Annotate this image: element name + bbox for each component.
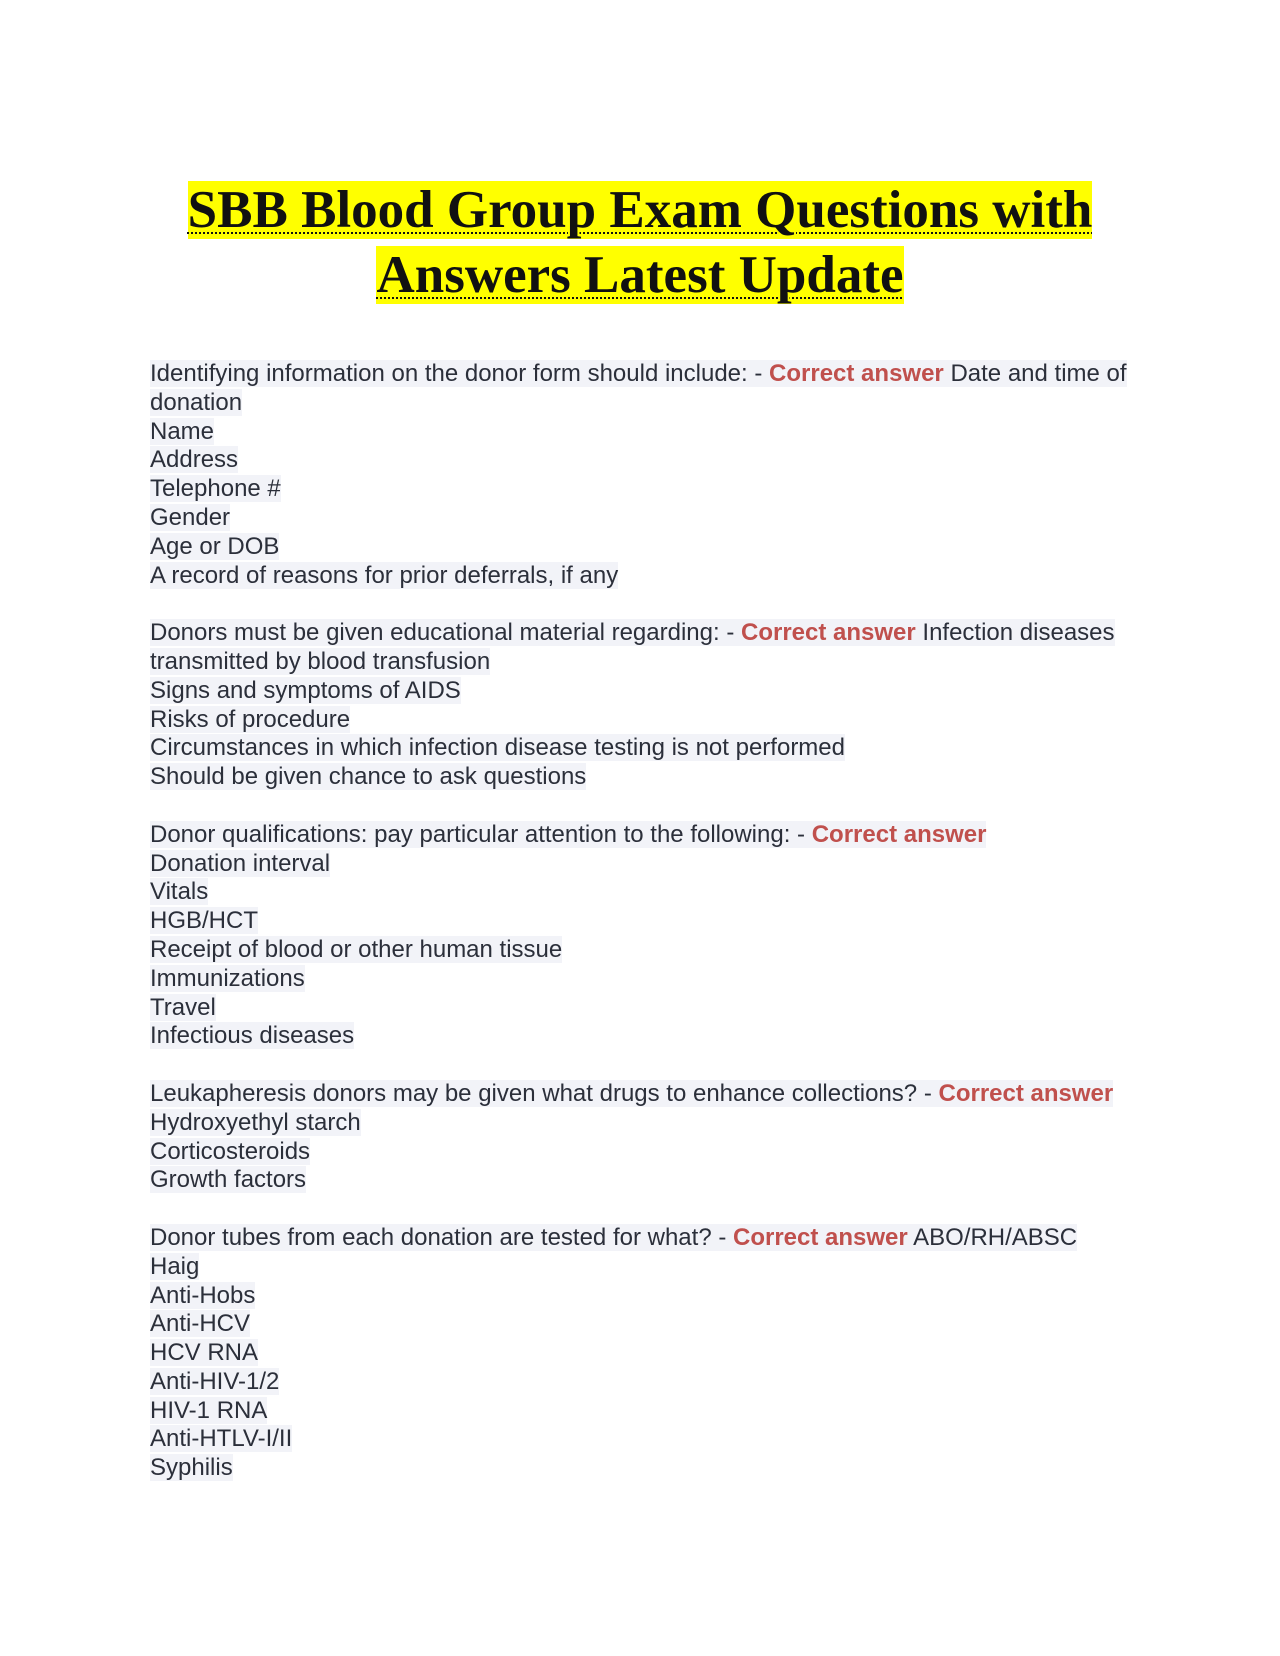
question-paragraph (150, 1224, 1150, 1253)
answer-line (150, 533, 1150, 562)
answer-text: Syphilis (150, 1454, 233, 1482)
question-text: Donor qualifications: pay particular attention to the following: - (150, 820, 812, 848)
answer-line (150, 878, 1150, 907)
answer-text: HCV RNA (150, 1339, 259, 1367)
answer-text: Anti-HTLV-I/II (150, 1425, 293, 1453)
answer-text: HGB/HCT (150, 907, 258, 935)
answer-line (150, 706, 1150, 735)
answer-text: Hydroxyethyl starch (150, 1108, 361, 1136)
answer-text: Donation interval (150, 849, 331, 877)
question-paragraph (150, 619, 1150, 677)
qa-list (150, 360, 1150, 1512)
answer-line (150, 1310, 1150, 1339)
answer-text: Date and time of donation (150, 360, 1127, 416)
answer-text: Infection diseases transmitted by blood transfusion (150, 619, 1115, 675)
answer-line (150, 936, 1150, 965)
answer-line (150, 418, 1150, 447)
answer-text: Age or DOB (150, 532, 280, 560)
answer-line (150, 1166, 1150, 1195)
answer-text: Address (150, 446, 239, 474)
answer-text: A record of reasons for prior deferrals, if any (150, 561, 619, 589)
question-paragraph (150, 821, 1150, 850)
answer-text: Growth factors (150, 1166, 307, 1194)
answer-text: Infectious diseases (150, 1022, 355, 1050)
qa-item (150, 821, 1150, 1051)
answer-text: Circumstances in which infection disease testing is not performed (150, 734, 845, 762)
answer-text: Travel (150, 993, 216, 1021)
document-title (140, 178, 1140, 308)
answer-text: Corticosteroids (150, 1137, 311, 1165)
answer-text: Signs and symptoms of AIDS (150, 676, 461, 704)
answer-text: Receipt of blood or other human tissue (150, 935, 563, 963)
correct-answer-label: Correct answer (938, 1079, 1114, 1107)
answer-line (150, 1282, 1150, 1311)
title-line-2: Answers Latest Update (376, 246, 904, 304)
answer-line (150, 1138, 1150, 1167)
answer-text: ABO/RH/ABSC (907, 1223, 1078, 1251)
answer-text: Telephone # (150, 475, 281, 503)
answer-line (150, 1454, 1150, 1483)
answer-line (150, 1022, 1150, 1051)
correct-answer-label: Correct answer (733, 1223, 908, 1251)
answer-line (150, 677, 1150, 706)
answer-line (150, 1368, 1150, 1397)
answer-line (150, 763, 1150, 792)
answer-text: Anti-Hobs (150, 1281, 256, 1309)
answer-line (150, 1253, 1150, 1282)
answer-text: Risks of procedure (150, 705, 351, 733)
correct-answer-label: Correct answer (769, 360, 944, 387)
qa-item (150, 1224, 1150, 1483)
qa-item (150, 619, 1150, 792)
answer-text: Immunizations (150, 964, 305, 992)
answer-text: HIV-1 RNA (150, 1396, 268, 1424)
answer-line (150, 965, 1150, 994)
answer-text: Haig (150, 1252, 200, 1280)
qa-item (150, 1080, 1150, 1195)
question-text: Identifying information on the donor form should include: - (150, 360, 770, 387)
answer-line (150, 562, 1150, 591)
question-text: Leukapheresis donors may be given what drugs to enhance collections? - (150, 1079, 939, 1107)
answer-line (150, 994, 1150, 1023)
answer-line (150, 1339, 1150, 1368)
answer-line (150, 475, 1150, 504)
question-text: Donor tubes from each donation are tested for what? - (150, 1223, 733, 1251)
answer-line (150, 907, 1150, 936)
question-paragraph (150, 1080, 1150, 1138)
question-paragraph (150, 360, 1150, 418)
answer-text: Anti-HCV (150, 1310, 251, 1338)
answer-line (150, 446, 1150, 475)
correct-answer-label: Correct answer (811, 820, 987, 848)
answer-text: Should be given chance to ask questions (150, 763, 587, 791)
correct-answer-label: Correct answer (740, 619, 916, 647)
answer-line (150, 734, 1150, 763)
answer-line (150, 850, 1150, 879)
answer-text: Name (150, 417, 215, 445)
answer-text: Gender (150, 503, 231, 531)
answer-line (150, 504, 1150, 533)
answer-line (150, 1397, 1150, 1426)
answer-text: Vitals (150, 878, 209, 906)
question-text: Donors must be given educational material regarding: - (150, 619, 741, 647)
qa-item (150, 360, 1150, 590)
answer-line (150, 1425, 1150, 1454)
title-line-1: SBB Blood Group Exam Questions with (187, 181, 1093, 239)
answer-text: Anti-HIV-1/2 (150, 1367, 280, 1395)
